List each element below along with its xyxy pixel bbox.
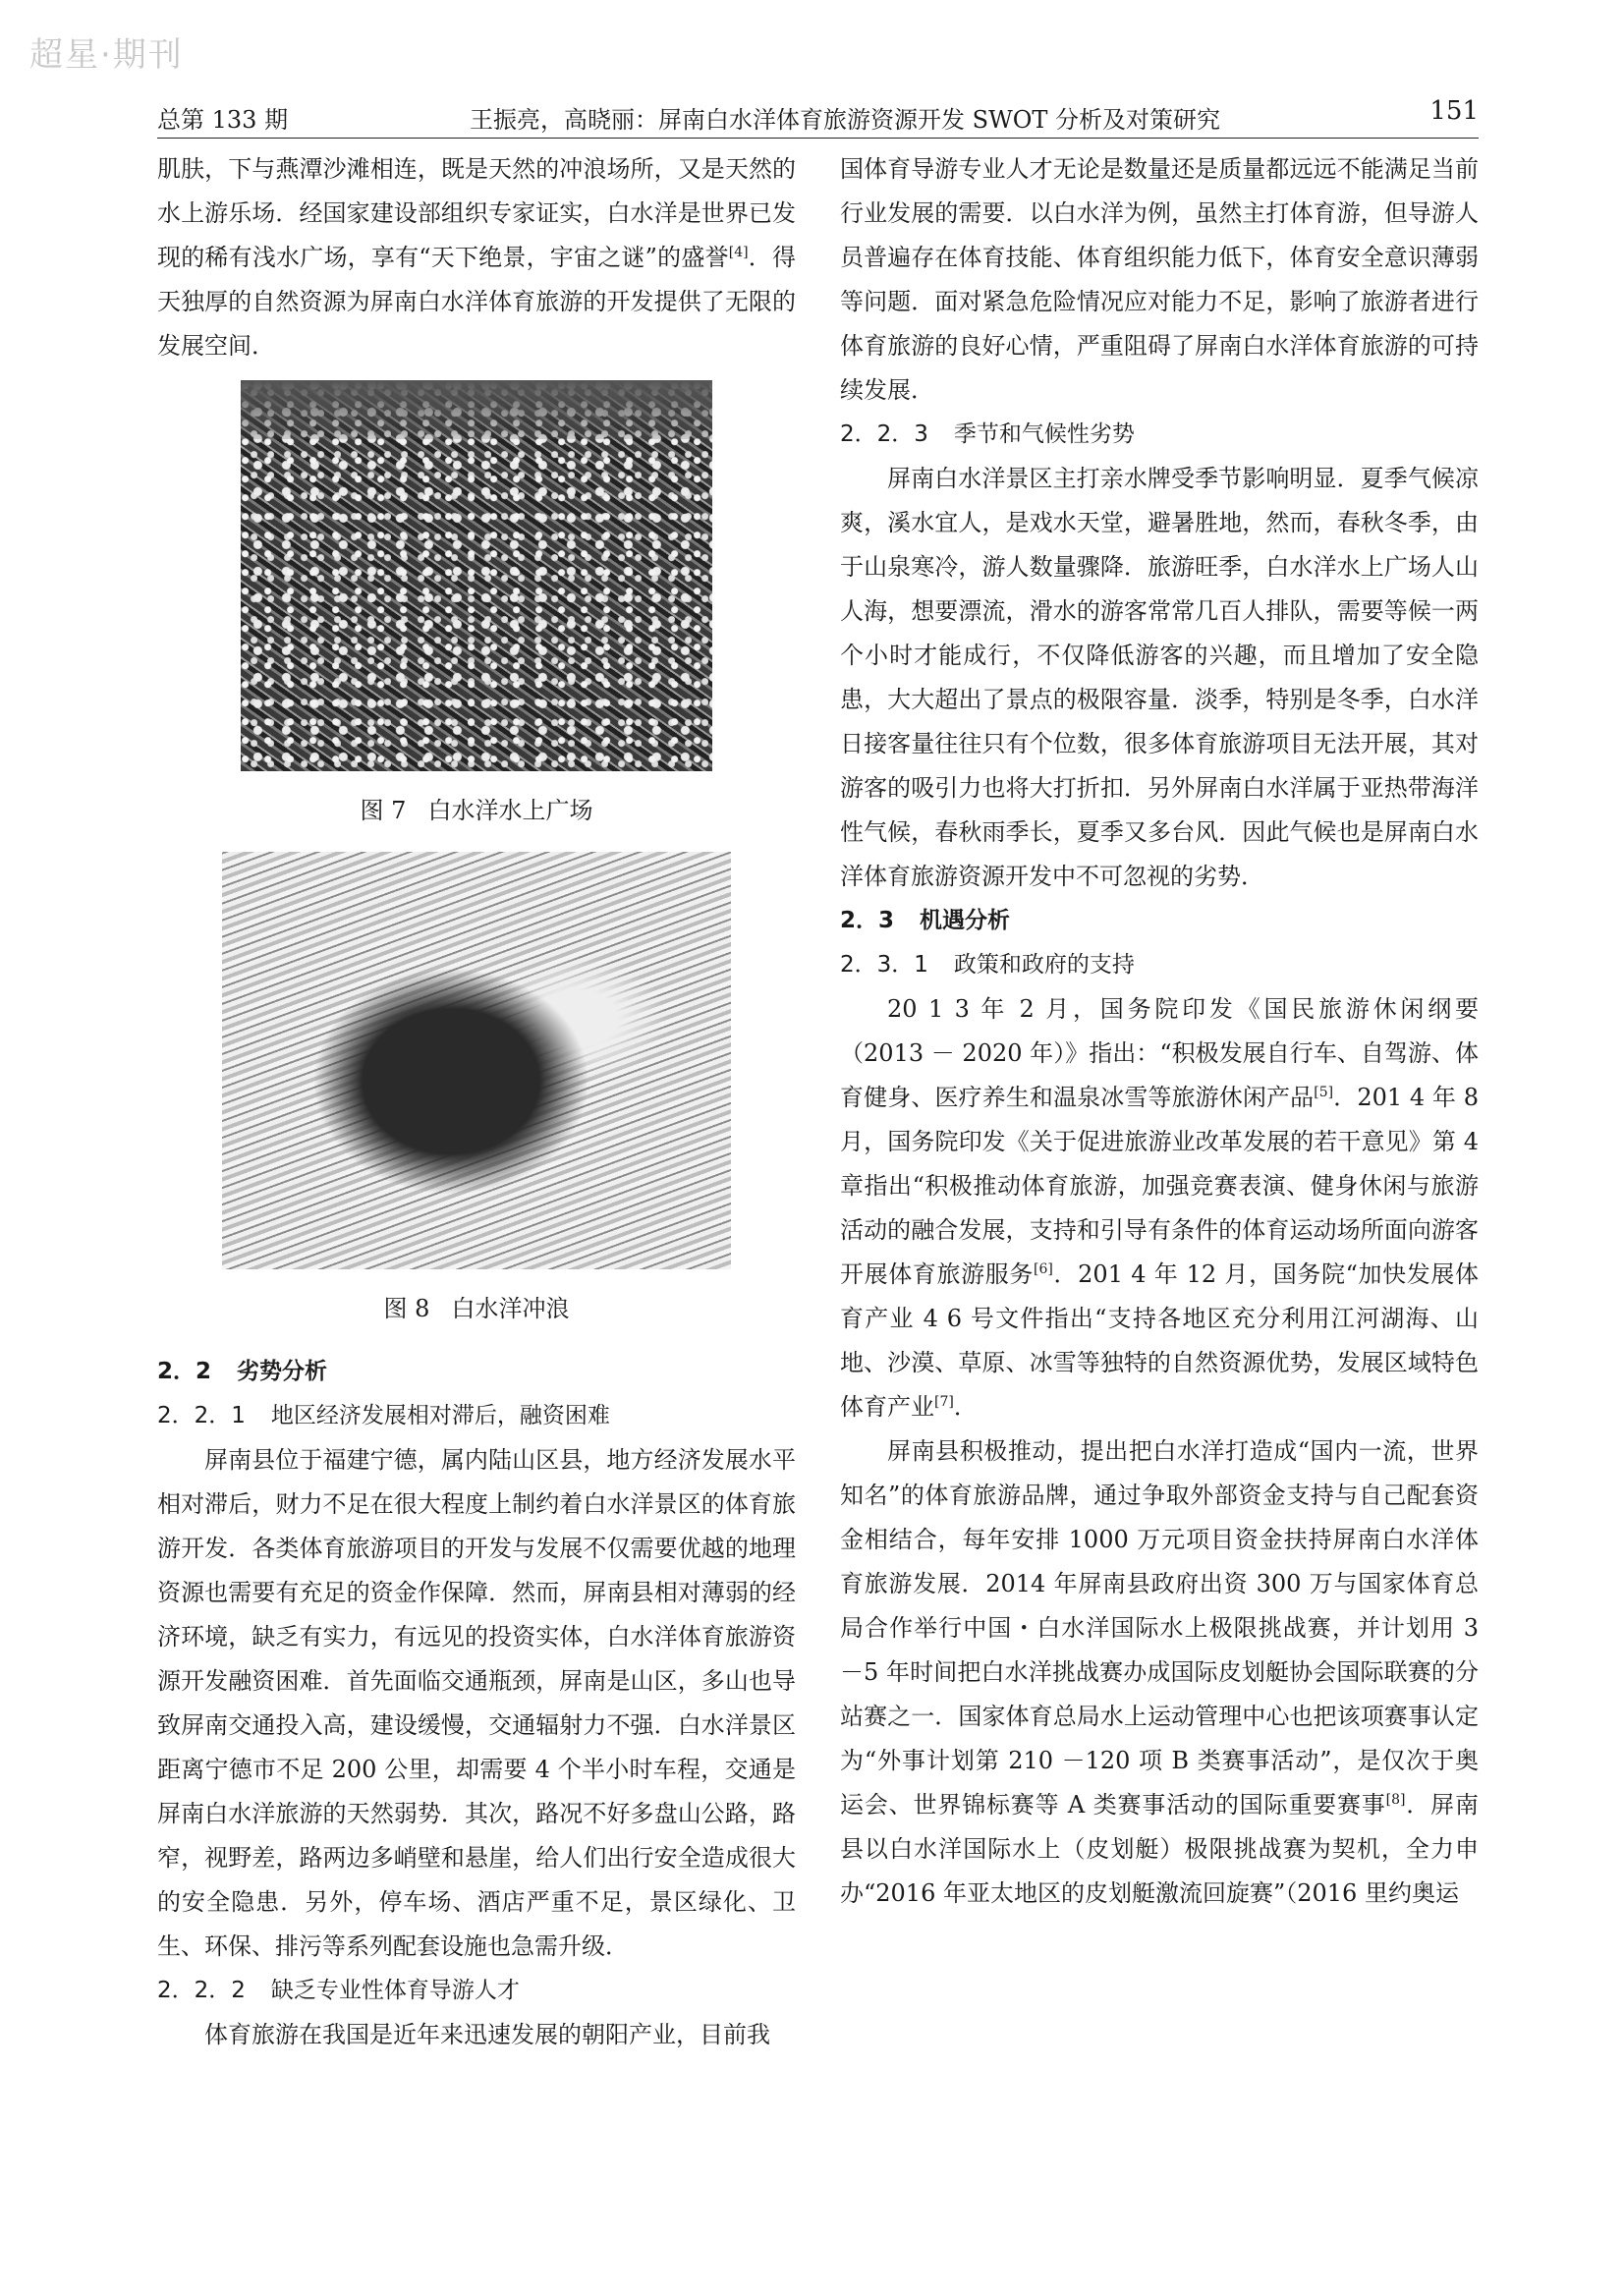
right-column [840, 147, 1479, 1916]
watermark-logo: 超星·期刊 [29, 35, 184, 75]
figure-7-caption: 图 7 白水洋水上广场 [360, 797, 593, 824]
section-heading: 2．2 劣势分析 [157, 1359, 328, 1384]
header-rule [157, 138, 1479, 139]
section-heading: 2．3 机遇分析 [840, 908, 1011, 933]
citation[interactable]: [6] [1034, 1261, 1053, 1277]
running-title: 王振亮，高晓丽：屏南白水洋体育旅游资源开发 SWOT 分析及对策研究 [470, 106, 1221, 134]
subsection-heading: 2．2．2 缺乏专业性体育导游人才 [157, 1978, 520, 2003]
paragraph: 肌肤，下与燕潭沙滩相连，既是天然的冲浪场所，又是天然的水上游乐场．经国家建设部组织专家证实，白水洋是世界已发现的稀有浅水广场，享有“天下绝景，宇宙之谜”的盛誉[4]．得天独厚的自然资源为屏南白水洋体育旅游的开发提供了无限的发展空间． [157, 155, 796, 360]
page-number: 151 [1429, 96, 1479, 126]
paragraph: 屏南白水洋景区主打亲水牌受季节影响明显．夏季气候凉爽，溪水宜人，是戏水天堂，避暑胜地，然而，春秋冬季，由于山泉寒冷，游人数量骤降．旅游旺季，白水洋水上广场人山人海，想要漂流，滑水的游客常常几百人排队，需要等候一两个小时才能成行，不仅降低游客的兴趣，而且增加了安全隐患，大大超出了景点的极限容量．淡季，特别是冬季，白水洋日接客量往往只有个位数，很多体育旅游项目无法开展，其对游客的吸引力也将大打折扣．另外屏南白水洋属于亚热带海洋性气候，春秋雨季长，夏季又多台风．因此气候也是屏南白水洋体育旅游资源开发中不可忽视的劣势． [840, 465, 1479, 890]
paragraph: 体育旅游在我国是近年来迅速发展的朝阳产业，目前我 [204, 2021, 770, 2048]
paragraph: 屏南县积极推动，提出把白水洋打造成“国内一流，世界知名”的体育旅游品牌，通过争取外部资金支持与自己配套资金相结合，每年安排 1000 万元项目资金扶持屏南白水洋体育旅游发展．2014 年屏南县政府出资 300 万与国家体育总局合作举行中国・白水洋国际水上极限挑战赛，并计划用 3 －5 年时间把白水洋挑战赛办成国际皮划艇协会国际联赛的分站赛之一．国家体育总局水上运动管理中心也把该项赛事认定为“外事计划第 210 －120 项 B 类赛事活动”，是仅次于奥运会、世界锦标赛等 A 类赛事活动的国际重要赛事[8]．屏南县以白水洋国际水上（皮划艇）极限挑战赛为契机，全力申办“2016 年亚太地区的皮划艇激流回旋赛”（2016 里约奥运 [840, 1437, 1480, 1907]
subsection-heading: 2．2．1 地区经济发展相对滞后，融资困难 [157, 1403, 610, 1428]
issue-number: 总第 133 期 [157, 106, 289, 134]
citation[interactable]: [7] [934, 1394, 954, 1410]
paragraph: 20 1 3 年 2 月，国务院印发《国民旅游休闲纲要（2013 － 2020 年）》指出：“积极发展自行车、自驾游、体育健身、医疗养生和温泉冰雪等旅游休闲产品[5]．201 4 年 8 月，国务院印发《关于促进旅游业改革发展的若干意见》第 4 章指出“积极推动体育旅游，加强竞赛表演、健身休闲与旅游活动的融合发展，支持和引导有条件的体育运动场所面向游客开展体育旅游服务[6]．201 4 年 12 月，国务院“加快发展体育产业 4 6 号文件指出“支持各地区充分利用江河湖海、山地、沙漠、草原、冰雪等独特的自然资源优势，发展区域特色体育产业[7]． [840, 995, 1480, 1421]
subsection-heading: 2．2．3 季节和气候性劣势 [840, 421, 1135, 447]
citation[interactable]: [4] [728, 245, 749, 260]
left-column [157, 147, 796, 2057]
subsection-heading: 2．3．1 政策和政府的支持 [840, 952, 1135, 978]
page-header [157, 96, 1479, 136]
figure-8-caption: 图 8 白水洋冲浪 [383, 1295, 570, 1322]
figure-8-image [222, 852, 731, 1269]
citation[interactable]: [5] [1314, 1085, 1334, 1100]
paragraph: 国体育导游专业人才无论是数量还是质量都远远不能满足当前行业发展的需要．以白水洋为例，虽然主打体育游，但导游人员普遍存在体育技能、体育组织能力低下，体育安全意识薄弱等问题．面对紧急危险情况应对能力不足，影响了旅游者进行体育旅游的良好心情，严重阻碍了屏南白水洋体育旅游的可持续发展． [840, 155, 1479, 404]
paragraph: 屏南县位于福建宁德，属内陆山区县，地方经济发展水平相对滞后，财力不足在很大程度上制约着白水洋景区的体育旅游开发．各类体育旅游项目的开发与发展不仅需要优越的地理资源也需要有充足的资金作保障．然而，屏南县相对薄弱的经济环境，缺乏有实力，有远见的投资实体，白水洋体育旅游资源开发融资困难．首先面临交通瓶颈，屏南是山区，多山也导致屏南交通投入高，建设缓慢，交通辐射力不强．白水洋景区距离宁德市不足 200 公里，却需要 4 个半小时车程，交通是屏南白水洋旅游的天然弱势．其次，路况不好多盘山公路，路窄，视野差，路两边多峭壁和悬崖，给人们出行安全造成很大的安全隐患．另外，停车场、酒店严重不足，景区绿化、卫生、环保、排污等系列配套设施也急需升级． [157, 1446, 796, 1960]
citation[interactable]: [8] [1385, 1792, 1406, 1808]
figure-7-image [241, 380, 712, 771]
